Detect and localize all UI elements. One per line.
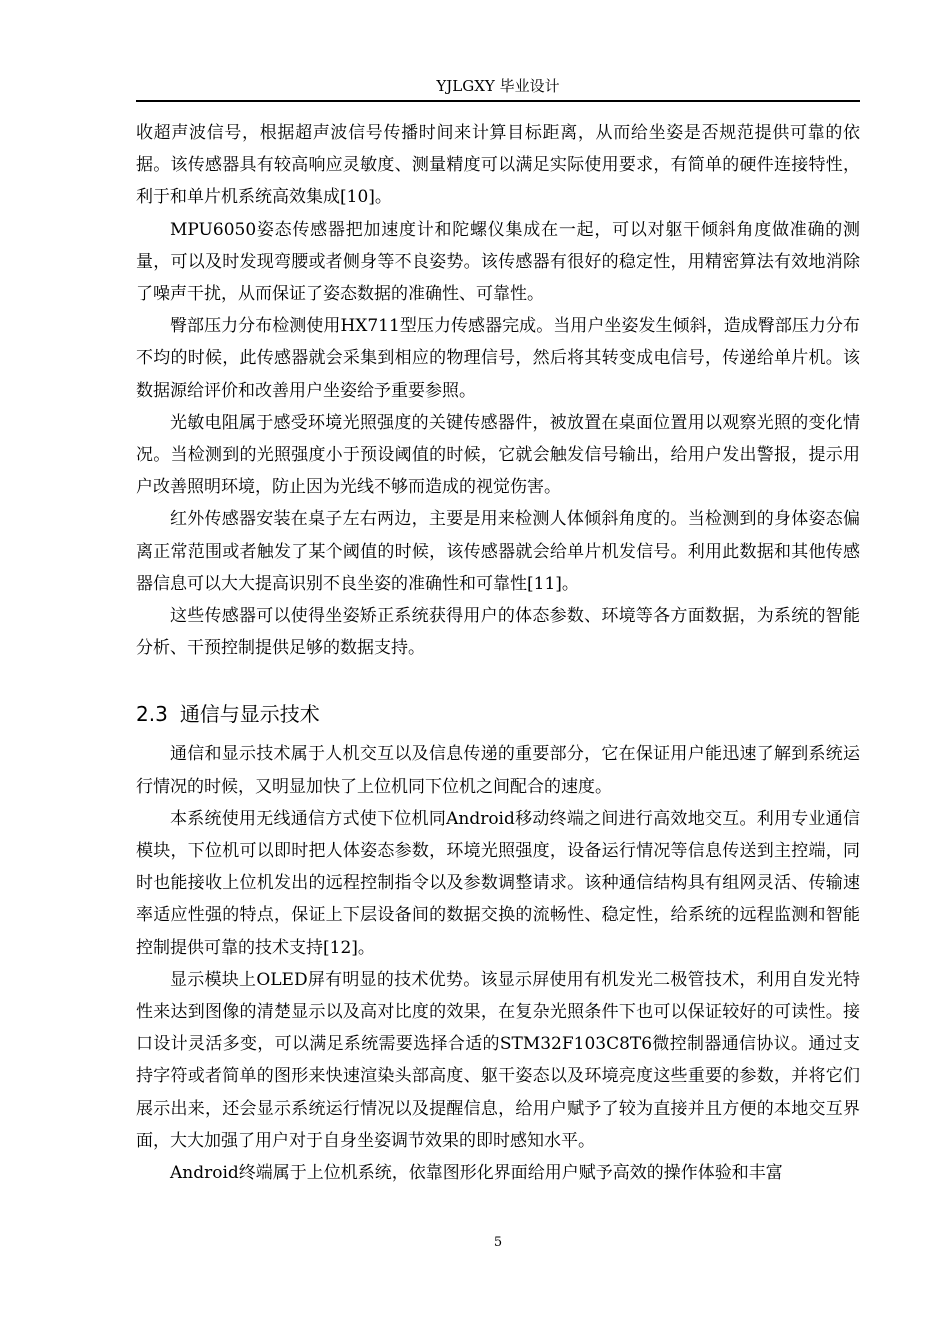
body-paragraph: 收超声波信号，根据超声波信号传播时间来计算目标距离，从而给坐姿是否规范提供可靠的依据。该传感器具有较高响应灵敏度、测量精度可以满足实际使用要求，有简单的硬件连接特性，利于和单片机系统高效集成[10]。 — [136, 123, 860, 208]
section-title: 通信与显示技术 — [179, 702, 320, 727]
body-paragraph: 臀部压力分布检测使用HX711型压力传感器完成。当用户坐姿发生倾斜，造成臀部压力分布不均的时候，此传感器就会采集到相应的物理信号，然后将其转变成电信号，传递给单片机。该数据源给评价和改善用户坐姿给予重要参照。 — [136, 316, 860, 401]
body-paragraph: 本系统使用无线通信方式使下位机同Android移动终端之间进行高效地交互。利用专业通信模块，下位机可以即时把人体姿态参数，环境光照强度，设备运行情况等信息传送到主控端，同时也能接收上位机发出的远程控制指令以及参数调整请求。该种通信结构具有组网灵活、传输速率适应性强的特点，保证上下层设备间的数据交换的流畅性、稳定性，给系统的远程监测和智能控制提供可靠的技术支持[12]。 — [136, 808, 860, 958]
header-rule — [136, 100, 860, 102]
body-paragraph: 这些传感器可以使得坐姿矫正系统获得用户的体态参数、环境等各方面数据，为系统的智能分析、干预控制提供足够的数据支持。 — [136, 606, 860, 659]
section-heading — [136, 700, 860, 728]
body-paragraph: MPU6050姿态传感器把加速度计和陀螺仪集成在一起，可以对躯干倾斜角度做准确的测量，可以及时发现弯腰或者侧身等不良姿势。该传感器有很好的稳定性，用精密算法有效地消除了噪声干扰，从而保证了姿态数据的准确性、可靠性。 — [136, 219, 860, 305]
body-paragraph: 通信和显示技术属于人机交互以及信息传递的重要部分，它在保证用户能迅速了解到系统运行情况的时候，又明显加快了上位机同下位机之间配合的速度。 — [136, 744, 860, 797]
page-number: 5 — [493, 1235, 503, 1250]
body-paragraph: 显示模块上OLED屏有明显的技术优势。该显示屏使用有机发光二极管技术，利用自发光特性来达到图像的清楚显示以及高对比度的效果，在复杂光照条件下也可以保证较好的可读性。接口设计灵活多变，可以满足系统需要选择合适的STM32F103C8T6微控制器通信协议。通过支持字符或者简单的图形来快速渲染头部高度、躯干姿态以及环境亮度这些重要的参数，并将它们展示出来，还会显示系统运行情况以及提醒信息，给用户赋予了较为直接并且方便的本地交互界面，大大加强了用户对于自身坐姿调节效果的即时感知水平。 — [136, 969, 860, 1151]
running-header: YJLGXY 毕业设计 — [436, 77, 560, 95]
body-paragraph: 红外传感器安装在桌子左右两边，主要是用来检测人体倾斜角度的。当检测到的身体姿态偏离正常范围或者触发了某个阈值的时候，该传感器就会给单片机发信号。利用此数据和其他传感器信息可以大大提高识别不良坐姿的准确性和可靠性[11]。 — [136, 509, 860, 594]
body-paragraph: Android终端属于上位机系统，依靠图形化界面给用户赋予高效的操作体验和丰富 — [170, 1163, 783, 1184]
section-number: 2.3 — [136, 702, 168, 727]
page-body — [136, 117, 860, 1189]
body-paragraph: 光敏电阻属于感受环境光照强度的关键传感器件，被放置在桌面位置用以观察光照的变化情况。当检测到的光照强度小于预设阈值的时候，它就会触发信号输出，给用户发出警报，提示用户改善照明环境，防止因为光线不够而造成的视觉伤害。 — [136, 412, 860, 498]
